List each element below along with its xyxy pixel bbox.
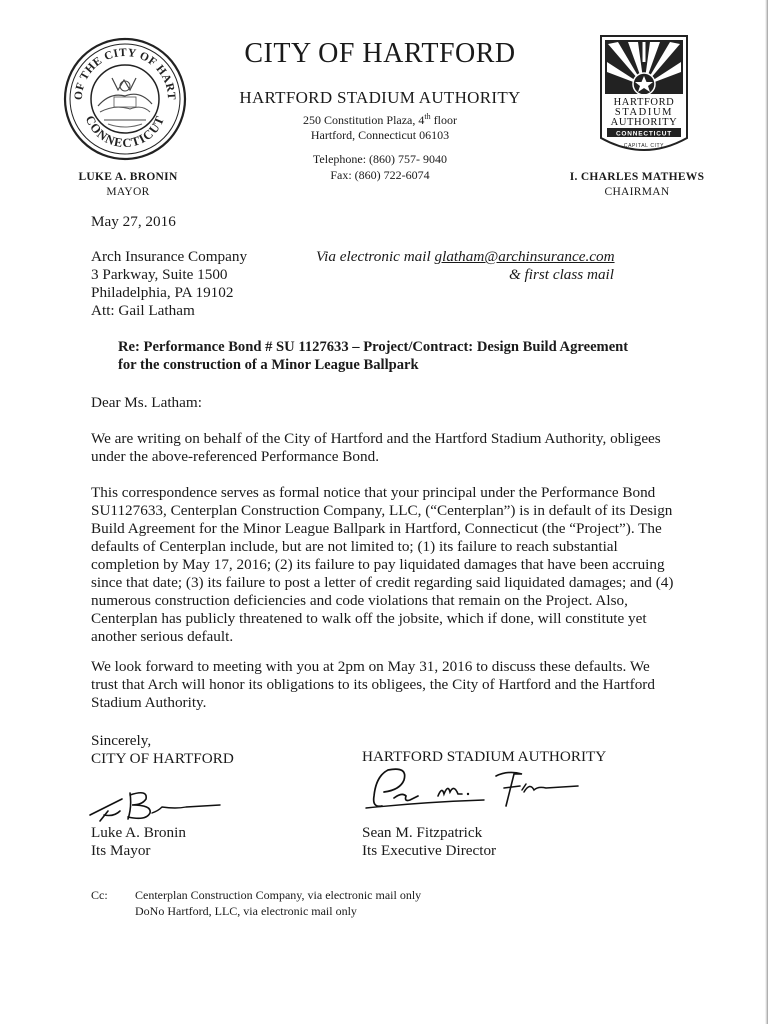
closing-right-org: HARTFORD STADIUM AUTHORITY bbox=[362, 748, 607, 765]
cc-item: Centerplan Construction Company, via electronic mail only bbox=[135, 888, 422, 902]
closing-left bbox=[91, 732, 234, 768]
city-seal-icon bbox=[60, 34, 190, 164]
mayor-signature-icon bbox=[86, 785, 236, 825]
delivery-method bbox=[316, 248, 616, 284]
logo-footer: CAPITAL CITY bbox=[623, 143, 665, 149]
logo-line3: AUTHORITY bbox=[610, 117, 678, 128]
delivery-line2: & first class mail bbox=[508, 266, 614, 283]
cc-item: DoNo Hartford, LLC, via electronic mail only bbox=[135, 904, 357, 918]
director-signature-icon bbox=[364, 762, 584, 814]
subject-line bbox=[118, 338, 678, 374]
letterhead-address-line2: Hartford, Connecticut 06103 bbox=[310, 128, 450, 142]
subject-line2: for the construction of a Minor League Ballpark bbox=[118, 357, 419, 373]
signatory-right-name: Sean M. Fitzpatrick bbox=[362, 824, 483, 841]
logo-banner: CONNECTICUT bbox=[615, 130, 673, 138]
logo-line1: HARTFORD bbox=[613, 97, 675, 108]
text-line: We are writing on behalf of the City of Hartford and the Hartford Stadium Authority, obligees bbox=[91, 430, 661, 447]
seal-bottom-text: CONNECTICUT bbox=[82, 113, 168, 151]
svg-text:CONNECTICUT bbox=[83, 113, 168, 150]
signatory-left bbox=[91, 824, 186, 860]
letterhead-telephone: Telephone: (860) 757- 9040 bbox=[312, 152, 448, 166]
letterhead-address-line1: 250 Constitution Plaza, 4th floor bbox=[303, 112, 457, 127]
signatory-right bbox=[362, 824, 496, 860]
signatory-right-title: Its Executive Director bbox=[362, 842, 497, 859]
signatory-left-title: Its Mayor bbox=[91, 842, 151, 859]
paragraph-notice bbox=[91, 484, 691, 646]
text-line: Build Agreement for the Minor League Ballpark in Hartford, Connecticut (the “Project”). The bbox=[91, 520, 662, 537]
text-line: Centerplan has publicly threatened to walk off the jobsite, which if done, will constitute yet bbox=[91, 610, 647, 627]
letterhead-fax: Fax: (860) 722-6074 bbox=[330, 168, 430, 182]
signatory-left-name: Luke A. Bronin bbox=[91, 824, 186, 841]
seal-top-text: OF THE CITY OF HART bbox=[72, 46, 178, 101]
closing-sincerely: Sincerely, bbox=[91, 732, 152, 749]
logo-line2: STADIUM bbox=[614, 107, 674, 118]
closing-left-org: CITY OF HARTFORD bbox=[91, 750, 234, 767]
text-line: since that date; (3) its failure to post a letter of credit regarding said liquidated damages; and (4) bbox=[91, 574, 674, 591]
stadium-authority-logo-icon bbox=[598, 34, 690, 162]
text-line: numerous construction deficiencies and code violations that remain on the Project. Also, bbox=[91, 592, 628, 609]
recipient-email-link[interactable]: glatham@archinsurance.com bbox=[434, 248, 615, 265]
mayor-name: LUKE A. BRONIN bbox=[78, 171, 178, 183]
cc-list bbox=[135, 887, 421, 919]
text-line: Stadium Authority. bbox=[91, 694, 207, 711]
text-line: another serious default. bbox=[91, 628, 234, 645]
recipient-line: Philadelphia, PA 19102 bbox=[91, 284, 234, 301]
text-line: We look forward to meeting with you at 2pm on May 31, 2016 to discuss these defaults. We bbox=[91, 658, 650, 675]
recipient-line: Arch Insurance Company bbox=[91, 248, 248, 265]
text-line: trust that Arch will honor its obligations to its obligees, the City of Hartford and the Hartford bbox=[91, 676, 655, 693]
mayor-title: MAYOR bbox=[106, 186, 150, 198]
cc-label: Cc: bbox=[91, 888, 108, 902]
recipient-line: 3 Parkway, Suite 1500 bbox=[91, 266, 228, 283]
delivery-prefix: Via electronic mail bbox=[316, 248, 435, 265]
recipient-line: Att: Gail Latham bbox=[91, 302, 195, 319]
chairman-name: I. CHARLES MATHEWS bbox=[569, 171, 705, 183]
salutation: Dear Ms. Latham: bbox=[91, 394, 202, 411]
text-line: SU1127633, Centerplan Construction Company, LLC, (“Centerplan”) is in default of its Design bbox=[91, 502, 673, 519]
subject-line1: Re: Performance Bond # SU 1127633 – Project/Contract: Design Build Agreement bbox=[118, 339, 629, 355]
letter-date: May 27, 2016 bbox=[91, 213, 176, 230]
letterhead-authority: HARTFORD STADIUM AUTHORITY bbox=[239, 88, 521, 107]
paragraph-intro bbox=[91, 430, 691, 466]
paragraph-meeting bbox=[91, 658, 691, 712]
chairman-title: CHAIRMAN bbox=[604, 186, 670, 198]
recipient-address bbox=[91, 248, 247, 320]
text-line: under the above-referenced Performance Bond. bbox=[91, 448, 379, 465]
text-line: defaults of Centerplan include, but are not limited to; (1) its failure to reach substantial bbox=[91, 538, 618, 555]
text-line: completion by May 17, 2016; (2) its failure to pay liquidated damages that have been accruing bbox=[91, 556, 665, 573]
text-line: This correspondence serves as formal notice that your principal under the Performance Bond bbox=[91, 484, 656, 501]
letterhead-city-title: CITY OF HARTFORD bbox=[244, 38, 516, 69]
